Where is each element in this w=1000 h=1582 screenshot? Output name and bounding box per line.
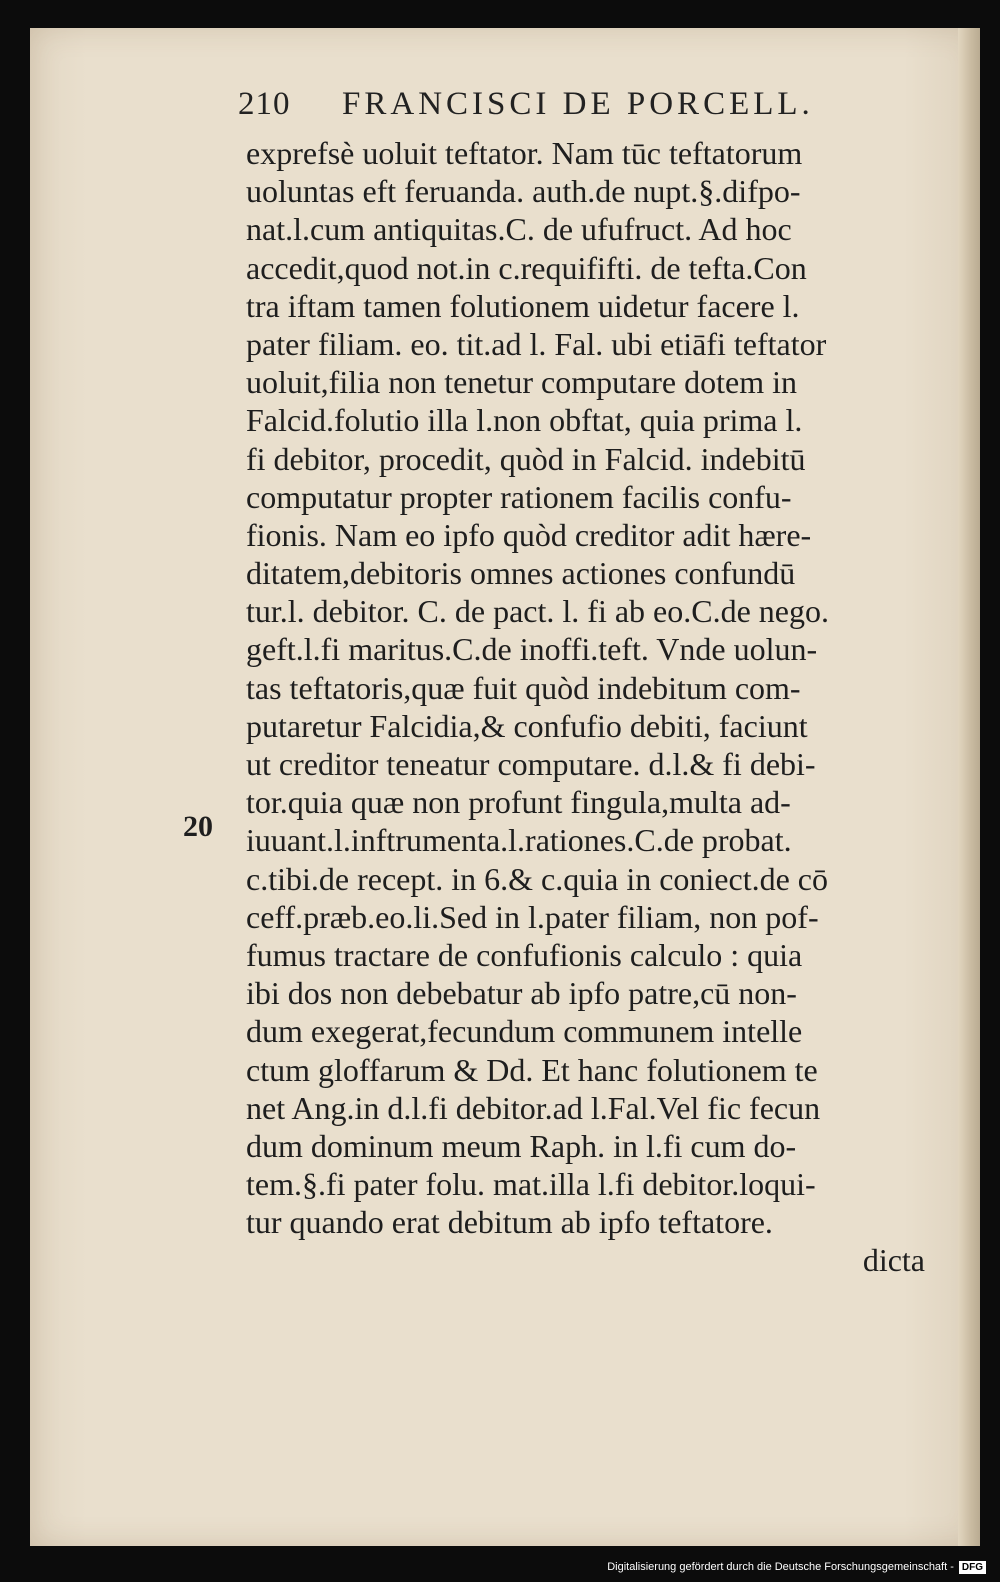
page-edge — [958, 28, 980, 1546]
text-line: exprefsè uoluit teftator. Nam tūc teftatorum — [246, 135, 803, 171]
text-line: putaretur Falcidia,& confufio debiti, faciunt — [246, 707, 808, 744]
text-line: fumus tractare de confufionis calculo : quia — [246, 936, 803, 973]
text-line: tur quando erat debitum ab ipfo teftatore. — [246, 1204, 773, 1241]
text-line: tem.§.fi pater folu. mat.illa l.fi debitor.loqui- — [246, 1166, 816, 1203]
digitization-footer — [607, 1556, 986, 1578]
body-text — [246, 134, 931, 1280]
dfg-logo-badge: DFG — [959, 1561, 986, 1574]
text-line: nat.l.cum antiquitas.C. de ufufruct. Ad hoc — [246, 211, 792, 248]
text-line: tas teftatoris,quæ fuit quòd indebitum com- — [246, 669, 801, 706]
catchword: dicta — [862, 1242, 925, 1279]
margin-note-number: 20 — [183, 810, 213, 843]
text-line: dum exegerat,fecundum communem intelle — [246, 1013, 803, 1050]
text-line: accedit,quod not.in c.requififti. de tefta.Con — [246, 249, 807, 286]
text-line: Falcid.folutio illa l.non obftat, quia prima l. — [246, 402, 803, 439]
page-number: 210 — [238, 86, 291, 122]
text-line: c.tibi.de recept. in 6.& c.quia in coniect.de cō — [246, 860, 828, 897]
text-line: fi debitor, procedit, quòd in Falcid. indebitū — [246, 440, 806, 477]
text-line: pater filiam. eo. tit.ad l. Fal. ubi etiāfi teftator — [246, 325, 827, 362]
footer-text: Digitalisierung gefördert durch die Deutsche Forschungsgemeinschaft - — [607, 1561, 954, 1573]
text-line: tra iftam tamen folutionem uidetur facere l. — [246, 287, 800, 324]
text-line: geft.l.fi maritus.C.de inoffi.teft. Vnde uolun- — [246, 631, 818, 668]
text-line: computatur propter rationem facilis confu- — [246, 478, 792, 515]
text-line: uoluit,filia non tenetur computare dotem in — [246, 364, 797, 401]
text-line: ctum gloffarum & Dd. Et hanc folutionem te — [246, 1051, 818, 1088]
text-line: fionis. Nam eo ipfo quòd creditor adit hære- — [246, 516, 812, 553]
text-line: ceff.præb.eo.li.Sed in l.pater filiam, non pof- — [246, 898, 819, 935]
text-line: ditatem,debitoris omnes actiones confundū — [246, 555, 796, 592]
text-line: tor.quia quæ non profunt fingula,multa ad- — [246, 784, 791, 821]
text-line: ut creditor teneatur computare. d.l.& fi debi- — [246, 746, 816, 782]
text-line: tur.l. debitor. C. de pact. l. fi ab eo.C.de nego. — [246, 593, 829, 630]
text-line: dum dominum meum Raph. in l.fi cum do- — [246, 1127, 797, 1164]
text-line: ibi dos non debebatur ab ipfo patre,cū non- — [246, 975, 797, 1012]
text-line: net Ang.in d.l.fi debitor.ad l.Fal.Vel fic fecun — [246, 1089, 821, 1126]
text-line: uoluntas eft feruanda. auth.de nupt.§.difpo- — [246, 173, 801, 210]
text-line: iuuant.l.inftrumenta.l.rationes.C.de probat. — [246, 822, 792, 859]
running-title: FRANCISCI DE PORCELL. — [342, 86, 814, 122]
page-header — [238, 86, 838, 130]
